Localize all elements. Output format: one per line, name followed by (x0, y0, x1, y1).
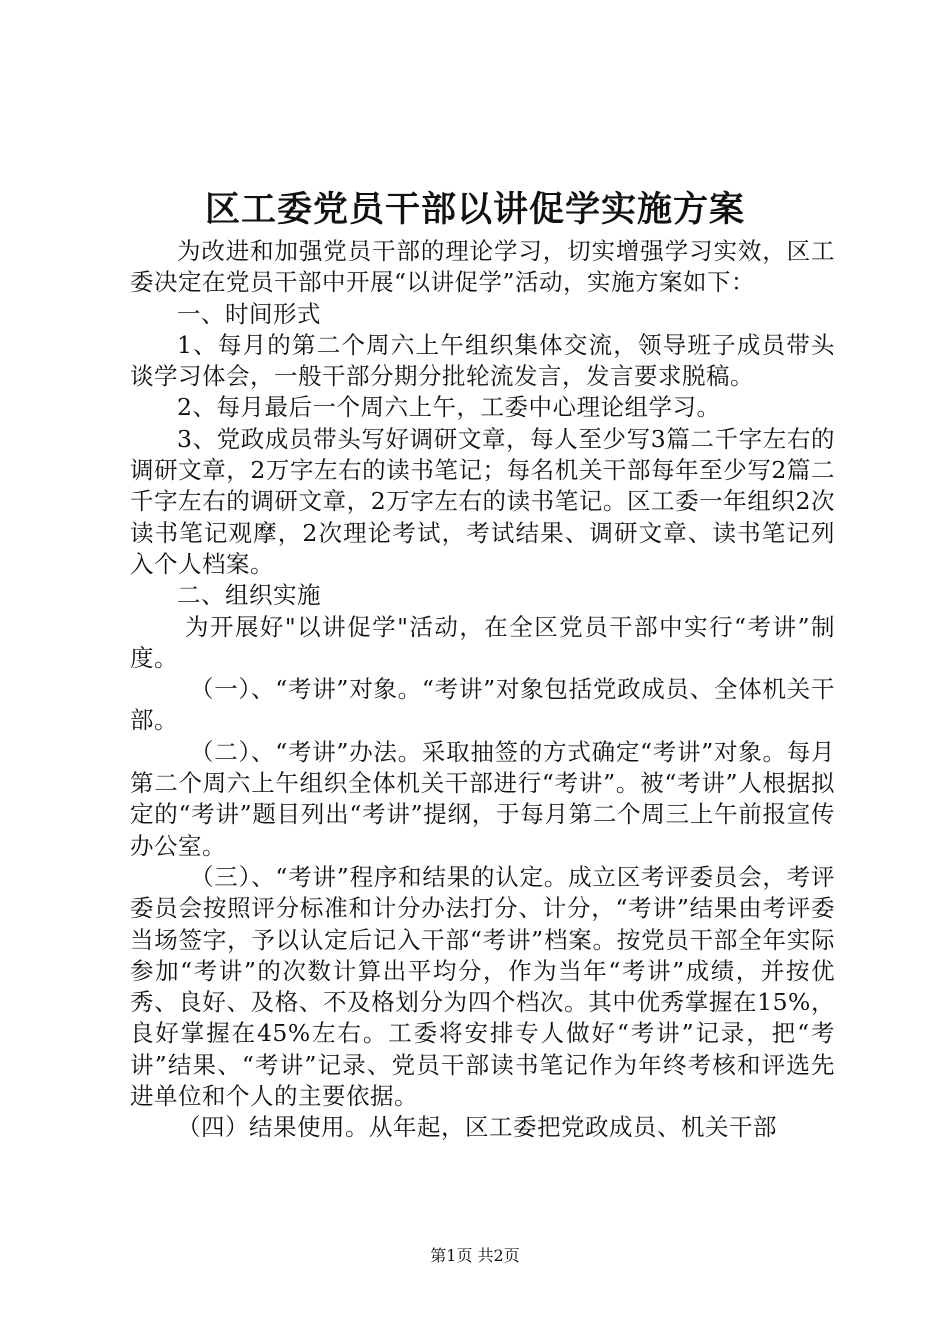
body-paragraph: （三）、“考讲”程序和结果的认定。成立区考评委员会，考评委员会按照评分标准和计分办法打分、计分，“考讲”结果由考评委当场签字，予以认定后记入干部“考讲”档案。按党员干部全年实际参加“考讲”的次数计算出平均分，作为当年“考讲”成绩，并按优秀、良好、及格、不及格划分为四个档次。其中优秀掌握在15%，良好掌握在45%左右。工委将安排专人做好“考讲”记录，把“考讲”结果、“考讲”记录、党员干部读书笔记作为年终考核和评选先进单位和个人的主要依据。 (130, 862, 835, 1111)
document-body (130, 236, 835, 1144)
body-paragraph: 2、每月最后一个周六上午，工委中心理论组学习。 (177, 393, 721, 422)
body-paragraph: 为改进和加强党员干部的理论学习，切实增强学习实效，区工委决定在党员干部中开展“以讲促学”活动，实施方案如下： (130, 237, 835, 297)
body-paragraph: （四）结果使用。从年起，区工委把党政成员、机关干部 (177, 1113, 777, 1142)
document-title: 区工委党员干部以讲促学实施方案 (204, 189, 745, 230)
body-paragraph: 1、每月的第二个周六上午组织集体交流，领导班子成员带头谈学习体会，一般干部分期分批轮流发言，发言要求脱稿。 (130, 330, 835, 391)
body-paragraph: 3、党政成员带头写好调研文章，每人至少写3篇二千字左右的调研文章，2万字左右的读书笔记；每名机关干部每年至少写2篇二千字左右的调研文章，2万字左右的读书笔记。区工委一年组织2次读书笔记观摩，2次理论考试，考试结果、调研文章、读书笔记列入个人档案。 (130, 424, 835, 578)
page-footer: 第1页 共2页 (430, 1246, 520, 1265)
body-paragraph: （二）、“考讲”办法。采取抽签的方式确定“考讲”对象。每月第二个周六上午组织全体机关干部进行“考讲”。被“考讲”人根据拟定的“考讲”题目列出“考讲”提纲，于每月第二个周三上午前报宣传办公室。 (130, 737, 835, 860)
body-paragraph: 为开展好"以讲促学"活动，在全区党员干部中实行“考讲”制度。 (130, 612, 835, 672)
body-paragraph: 二、组织实施 (177, 581, 321, 610)
body-paragraph: （一）、“考讲”对象。“考讲”对象包括党政成员、全体机关干部。 (130, 675, 835, 735)
body-paragraph: 一、时间形式 (177, 299, 321, 328)
